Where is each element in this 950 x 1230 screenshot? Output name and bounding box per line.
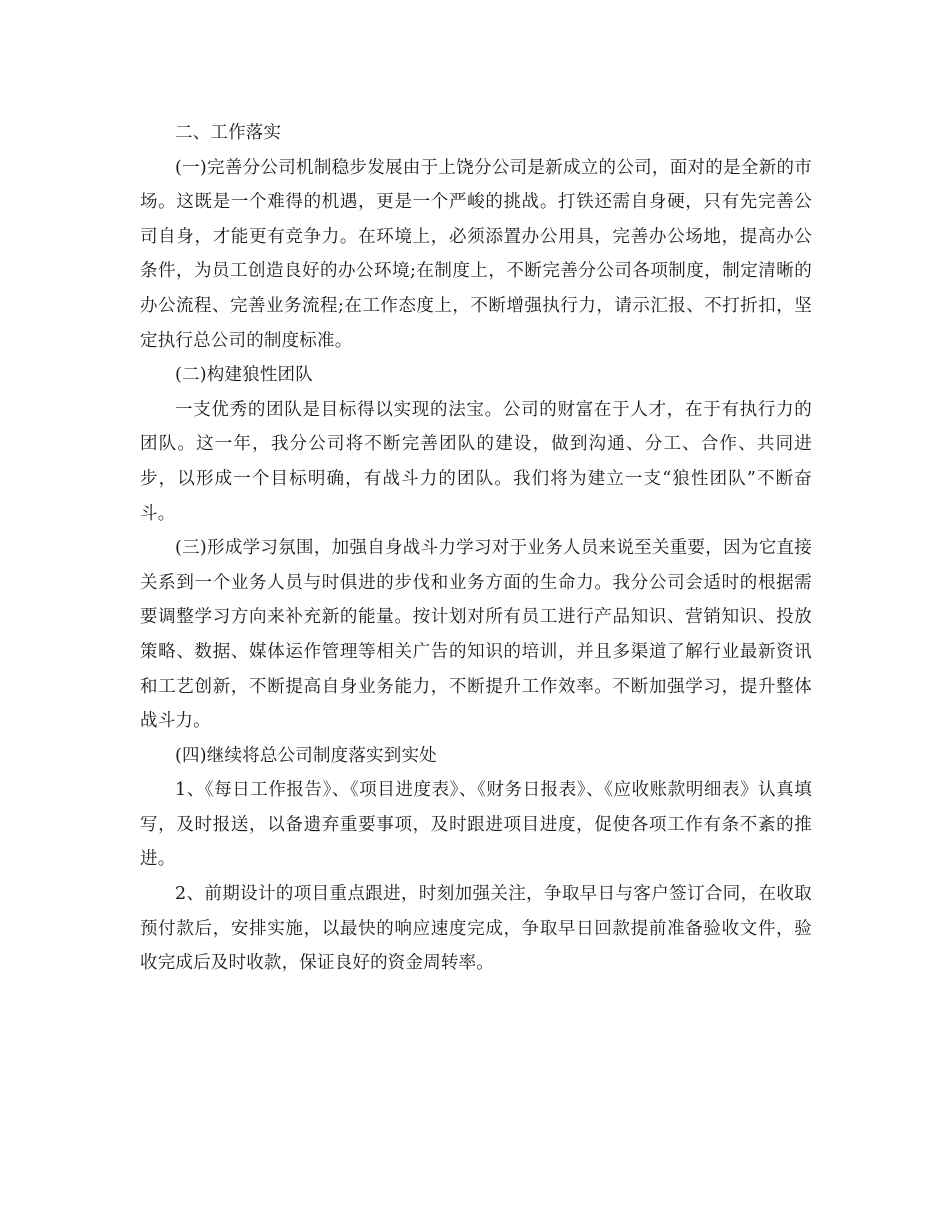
subheading-implement-head-office-system: (四)继续将总公司制度落实到实处 <box>175 745 437 766</box>
paragraph-daily-reports: 1、《每日工作报告》、《项目进度表》、《财务日报表》、《应收账款明细表》认真填写，及时报送，以备遗弃重要事项，及时跟进项目进度，促使各项工作有条不紊的推进。 <box>140 780 812 870</box>
document-body <box>140 116 812 981</box>
paragraph-project-follow-up: 2、前期设计的项目重点跟进，时刻加强关注，争取早日与客户签订合同，在收取预付款后，安排实施，以最快的响应速度完成，争取早日回款提前准备验收文件，验收完成后及时收款，保证良好的资金周转率。 <box>140 884 812 974</box>
paragraph-learning-atmosphere: (三)形成学习氛围，加强自身战斗力学习对于业务人员来说至关重要，因为它直接关系到一个业务人员与时俱进的步伐和业务方面的生命力。我分公司会适时的根据需要调整学习方向来补充新的能量。按计划对所有员工进行产品知识、营销知识、投放策略、数据、媒体运作管理等相关广告的知识的培训，并且多渠道了解行业最新资讯和工艺创新，不断提高自身业务能力，不断提升工作效率。不断加强学习，提升整体战斗力。 <box>140 538 812 732</box>
paragraph-excellent-team: 一支优秀的团队是目标得以实现的法宝。公司的财富在于人才，在于有执行力的团队。这一年，我分公司将不断完善团队的建设，做到沟通、分工、合作、共同进步，以形成一个目标明确，有战斗力的团队。我们将为建立一支“狼性团队”不断奋斗。 <box>140 399 812 524</box>
section-heading-work-implementation: 二、工作落实 <box>175 123 282 143</box>
paragraph-improve-branch-mechanism: (一)完善分公司机制稳步发展由于上饶分公司是新成立的公司，面对的是全新的市场。这既是一个难得的机遇，更是一个严峻的挑战。打铁还需自身硬，只有先完善公司自身，才能更有竞争力。在环境上，必须添置办公用具，完善办公场地，提高办公条件，为员工创造良好的办公环境;在制度上，不断完善分公司各项制度，制定清晰的办公流程、完善业务流程;在工作态度上，不断增强执行力，请示汇报、不打折扣，坚定执行总公司的制度标准。 <box>140 157 812 351</box>
subheading-build-wolf-team: (二)构建狼性团队 <box>175 365 313 386</box>
